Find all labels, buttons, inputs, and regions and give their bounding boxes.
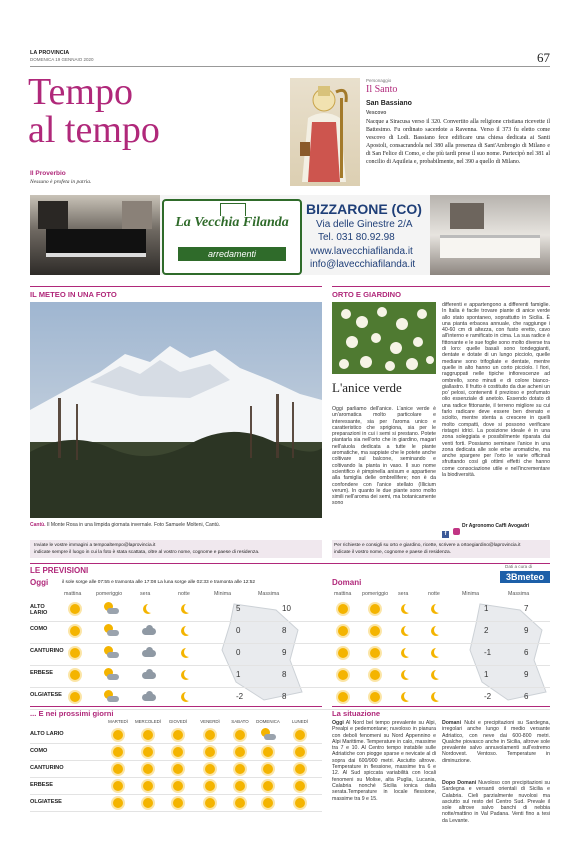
sun-icon — [201, 745, 219, 759]
sun-icon — [139, 796, 157, 810]
sun-icon — [334, 690, 352, 704]
orto-photo — [332, 302, 436, 374]
sun-icon — [70, 626, 80, 636]
city-name: CANTURINO — [30, 648, 64, 654]
sun-icon — [169, 796, 187, 810]
sun-icon — [139, 762, 157, 776]
sun-cloud-icon — [259, 728, 277, 742]
moon-icon — [398, 602, 416, 616]
moon-icon — [434, 647, 444, 657]
day-label: GIOVEDÌ — [168, 719, 188, 724]
domani-min-temp: 1 — [484, 604, 489, 613]
moon-icon — [428, 690, 446, 704]
sun-icon — [263, 781, 273, 791]
moon-icon — [398, 646, 416, 660]
row-divider — [30, 811, 322, 812]
sun-icon — [109, 762, 127, 776]
moon-icon — [404, 691, 414, 701]
oggi-max-temp: 8 — [282, 670, 287, 679]
meteo-photo-caption — [30, 522, 322, 528]
day-label: LUNEDÌ — [291, 719, 309, 724]
meteo-foto-header: IL METEO IN UNA FOTO — [30, 290, 117, 299]
column-header: sera — [398, 591, 409, 597]
sun-icon — [334, 668, 352, 682]
meteo-foto-rule — [30, 286, 322, 287]
sun-icon — [109, 779, 127, 793]
orto-header: ORTO E GIARDINO — [332, 290, 402, 299]
situazione-oggi-label: Oggi — [332, 720, 344, 726]
sun-icon — [334, 646, 352, 660]
sun-icon — [295, 730, 305, 740]
orto-invite-box — [332, 540, 550, 558]
ad-logo-name: La Vecchia Filanda — [175, 215, 289, 230]
situazione-dopodomani — [442, 780, 550, 824]
map-oggi — [216, 600, 308, 704]
city-name: COMO — [30, 626, 48, 632]
moon-icon — [178, 690, 196, 704]
moon-icon — [404, 647, 414, 657]
domani-max-temp: 9 — [524, 626, 529, 635]
prossimi-city-name: ALTO LARIO — [30, 731, 64, 737]
situazione-domani — [442, 720, 550, 764]
sun-icon — [70, 604, 80, 614]
city-name: ALTO LARIO — [30, 604, 48, 617]
sun-icon — [205, 781, 215, 791]
previsioni-rule — [30, 563, 550, 564]
oggi-max-temp: 9 — [282, 648, 287, 657]
sun-icon — [201, 728, 219, 742]
oggi-max-temp: 8 — [282, 626, 287, 635]
sun-icon — [370, 670, 380, 680]
row-divider — [30, 687, 550, 688]
sun-icon — [334, 602, 352, 616]
sun-icon — [113, 798, 123, 808]
situazione-domani-label: Domani — [442, 720, 462, 726]
sun-icon — [291, 728, 309, 742]
row-divider — [30, 777, 322, 778]
instagram-icon[interactable] — [453, 528, 460, 535]
day-label: MARTEDÌ — [108, 719, 128, 724]
sun-icon — [231, 779, 249, 793]
sun-icon — [169, 745, 187, 759]
sun-icon — [295, 781, 305, 791]
column-header: notte — [178, 591, 190, 597]
meteo-photo — [30, 302, 322, 518]
oggi-min-temp: 1 — [236, 670, 241, 679]
map-domani — [466, 600, 548, 704]
sun-icon — [66, 624, 84, 638]
sun-icon — [109, 745, 127, 759]
moon-icon — [434, 691, 444, 701]
moon-icon — [398, 668, 416, 682]
day-label: SABATO — [231, 719, 249, 724]
sun-icon — [169, 728, 187, 742]
sun-icon — [143, 764, 153, 774]
sun-icon — [235, 764, 245, 774]
page-number: 67 — [537, 50, 550, 65]
column-header: Massima — [508, 591, 530, 597]
sun-icon — [169, 779, 187, 793]
sun-icon — [366, 668, 384, 682]
sun-icon — [366, 690, 384, 704]
meteo-logo: 3Bmeteo — [500, 571, 550, 583]
ad-web[interactable]: www.lavecchiafilanda.it — [310, 246, 413, 257]
sun-icon — [109, 728, 127, 742]
orto-rule — [332, 286, 550, 287]
sun-icon — [291, 796, 309, 810]
situazione-rule — [332, 706, 550, 707]
city-name: ERBESE — [30, 670, 54, 676]
domani-max-temp: 9 — [524, 670, 529, 679]
sun-icon — [173, 798, 183, 808]
orto-invite[interactable]: Per richieste e consigli su orto e giardino, ricette, scrivere a ortoegiardino@laprovincia.it — [334, 543, 521, 548]
oggi-sun-info: il sole sorge alle 07:55 e tramonta alle 17:08 La luna sorge alle 02:33 e tramonta alle 12:52 — [62, 580, 256, 585]
sun-icon — [259, 779, 277, 793]
sun-icon — [70, 670, 80, 680]
sun-icon — [143, 798, 153, 808]
sun-icon — [169, 762, 187, 776]
sun-icon — [235, 747, 245, 757]
moon-icon — [404, 625, 414, 635]
sun-icon — [205, 798, 215, 808]
sun-cloud-icon — [102, 646, 120, 660]
oggi-min-temp: 0 — [236, 626, 241, 635]
row-divider — [30, 643, 550, 644]
ad-logo — [162, 199, 302, 275]
day-label: MERCOLEDÌ — [134, 719, 162, 724]
column-header: sera — [140, 591, 151, 597]
sun-icon — [231, 728, 249, 742]
sun-icon — [66, 668, 84, 682]
caption-text: Il Monte Rosa in una limpida giornata invernale. Foto Samuele Molteni, Cantù. — [46, 522, 221, 528]
sun-icon — [113, 730, 123, 740]
moon-icon — [428, 646, 446, 660]
sun-icon — [173, 764, 183, 774]
santo-kicker: Personaggio — [366, 78, 392, 83]
ad-mail[interactable]: info@lavecchiafilanda.it — [310, 259, 416, 270]
moon-icon — [178, 602, 196, 616]
sun-icon — [338, 670, 348, 680]
moon-icon — [146, 603, 156, 613]
prossimi-city-name: COMO — [30, 748, 48, 754]
masthead — [30, 50, 550, 64]
situazione-oggi-text: Al Nord bel tempo prevalente su Alpi, Prealpi e pedemontane; nuvoloso in pianura con deboli fenomeni su Nord Appennino e Alpi Marittime. Temperature in calo, massime tra 7 e 10. Al Centro tempo instabile sulle Adriatiche con piogge sparse e nevicate al di sopra dai 600/900 metri. Asciutto altrove. Temperature in flessione, massime tra 6 e 12. Al Sud spiccata variabilità con locali fenomeni su Molise, alta Puglia, Lucania, Calabria nonché Sicilia ionica dalla serata.Temperature in locale flessione, massime tra 9 e 15. — [332, 720, 436, 802]
domani-label: Domani — [332, 578, 362, 587]
ad-kitchen-photo — [30, 195, 160, 275]
column-header: pomeriggio — [362, 591, 389, 597]
meteo-foto-invite-box — [30, 540, 322, 558]
situazione-oggi — [332, 720, 436, 802]
moon-icon — [184, 691, 194, 701]
saint-image — [290, 78, 360, 186]
column-header: mattina — [334, 591, 352, 597]
sun-icon — [66, 602, 84, 616]
moon-icon — [184, 647, 194, 657]
column-header: pomeriggio — [96, 591, 123, 597]
sun-icon — [113, 781, 123, 791]
moon-icon — [428, 602, 446, 616]
situazione-header: La situazione — [332, 709, 381, 718]
sun-icon — [370, 692, 380, 702]
sun-icon — [295, 747, 305, 757]
moon-icon — [398, 624, 416, 638]
sun-icon — [291, 745, 309, 759]
sun-icon — [139, 745, 157, 759]
moon-icon — [178, 646, 196, 660]
santo-role: Vescovo — [366, 110, 387, 116]
page-title-line2: al tempo — [28, 109, 160, 151]
sun-icon — [263, 798, 273, 808]
paper-name: LA PROVINCIA — [30, 50, 70, 56]
sun-icon — [338, 604, 348, 614]
situazione-domani-text: Nubi e precipitazioni su Sardegna, irregolari anche lungo il medio versante Adriatico, con neve dai 600-800 metri. Qualche piovasco anche in Sicilia, altrove sole prevalente salvo annuvolamenti sull'estremo Nordovest. Ventoso. Temperature in diminuzione. — [442, 720, 551, 764]
oggi-min-temp: -2 — [236, 692, 244, 701]
sun-icon — [366, 602, 384, 616]
moon-icon — [398, 690, 416, 704]
sun-icon — [235, 781, 245, 791]
cloud-icon — [140, 646, 158, 660]
sun-icon — [259, 762, 277, 776]
orto-author: Dr Agronomo Caffi Avogadri — [462, 523, 530, 529]
moon-icon — [140, 602, 158, 616]
sun-icon — [235, 798, 245, 808]
moon-icon — [184, 625, 194, 635]
issue-date: DOMENICA 19 GENNAIO 2020 — [30, 57, 94, 62]
sun-icon — [263, 764, 273, 774]
domani-min-temp: -2 — [484, 692, 492, 701]
day-label: DOMENICA — [256, 719, 280, 724]
sun-icon — [66, 690, 84, 704]
sun-icon — [201, 762, 219, 776]
cloud-icon — [146, 691, 153, 698]
sun-icon — [263, 747, 273, 757]
sun-icon — [338, 648, 348, 658]
moon-icon — [404, 603, 414, 613]
sun-icon — [235, 730, 245, 740]
sun-icon — [70, 692, 80, 702]
ad-phone: Tel. 031 80.92.98 — [318, 232, 395, 243]
column-header: Minima — [462, 591, 480, 597]
sun-icon — [70, 648, 80, 658]
proverbio-text: Nessuno è profeta in patria. — [30, 179, 92, 185]
situazione-dopo-label: Dopo Domani — [442, 780, 477, 786]
prossimi-city-name: ERBESE — [30, 782, 54, 788]
cloud-icon — [107, 674, 119, 680]
sun-icon — [370, 604, 380, 614]
santo-name: San Bassiano — [366, 100, 412, 107]
sun-icon — [366, 624, 384, 638]
day-label: VENERDÌ — [200, 719, 220, 724]
cloud-icon — [140, 668, 158, 682]
sun-icon — [143, 747, 153, 757]
sun-cloud-icon — [102, 602, 120, 616]
row-divider — [30, 760, 322, 761]
meteo-foto-invite2: indicate sempre il luogo in cui la foto è stata scattata, oltre al vostro nome, cognome e paese di residenza. — [34, 550, 260, 555]
sun-icon — [201, 779, 219, 793]
column-header: Minima — [214, 591, 232, 597]
moon-icon — [404, 669, 414, 679]
prossimi-city-name: CANTURINO — [30, 765, 64, 771]
sun-icon — [291, 762, 309, 776]
ad-banner[interactable] — [30, 195, 550, 275]
credit-small: Dati a cura di — [505, 564, 533, 569]
sun-icon — [143, 781, 153, 791]
sun-icon — [338, 626, 348, 636]
domani-max-temp: 6 — [524, 648, 529, 657]
sun-icon — [173, 747, 183, 757]
caption-place: Cantù. — [30, 522, 46, 528]
masthead-rule — [30, 66, 550, 67]
meteo-foto-invite[interactable]: Inviate le vostre immagini a tempoaltempo@laprovincia.it — [34, 543, 156, 548]
cloud-icon — [107, 630, 119, 636]
prossimi-city-name: OLGIATESE — [30, 799, 62, 805]
cloud-icon — [146, 669, 153, 676]
column-header: notte — [428, 591, 440, 597]
orto-col1: Oggi parliamo dell'anice. L'anice verde è un'aromatica molto particolare e interessante, sia per l'aroma unico e caratteristico che sprigiona, sia per le preparazioni in cui i semi si prestano. Potete piantarla sia nell'orto che in giardino, magari nell'aiuola dedicata a tutte le piante aromatiche, ma sappiate che le potete anche coltivare sul balcone, seminando e coltivando la pianta in vaso. Il suo nome scientifico è pimpinella anisum e appartiene alla famiglia delle ombrellifere; non è da confondere con l'anice stellato (Illicium verum). In quanto le due piante sono molto simili nell'aroma dei semi, ma botanicamente sono — [332, 406, 436, 507]
sun-icon — [201, 796, 219, 810]
ad-town: BIZZARONE (CO) — [306, 201, 422, 217]
sun-icon — [113, 747, 123, 757]
sun-icon — [259, 796, 277, 810]
sun-icon — [334, 624, 352, 638]
column-header: Massima — [258, 591, 280, 597]
ad-logo-sub: arredamenti — [178, 247, 286, 261]
cloud-icon — [140, 690, 158, 704]
cloud-icon — [107, 696, 119, 702]
oggi-max-temp: 10 — [282, 604, 291, 613]
moon-icon — [434, 625, 444, 635]
sun-icon — [109, 796, 127, 810]
sun-icon — [113, 764, 123, 774]
oggi-max-temp: 8 — [282, 692, 287, 701]
sun-cloud-icon — [102, 690, 120, 704]
cloud-icon — [146, 647, 153, 654]
santo-text: Nacque a Siracusa verso il 320. Convertito alla religione cristiana ricevette il Battesimo. Fu ordinato sacerdote a Ravenna. Verso il 373 fu eletto come vescovo di Lodi. Bassiano fece edificare una chiesa dedicata ai Santi Apostoli, consacrandola nel 380 alla presenza di Sant'Ambrogio di Milano e di San Felice di Como, e che più tardi prese il suo nome. Partecipò nel 381 al concilio di Aquileia e, probabilmente, nel 390 a quello di Milano. — [366, 119, 550, 165]
sun-icon — [291, 779, 309, 793]
social-icons — [442, 522, 460, 540]
row-divider — [30, 665, 550, 666]
domani-max-temp: 7 — [524, 604, 529, 613]
sun-icon — [173, 781, 183, 791]
domani-max-temp: 6 — [524, 692, 529, 701]
sun-icon — [370, 626, 380, 636]
proverbio-label: Il Proverbio — [30, 170, 66, 177]
sun-icon — [205, 764, 215, 774]
moon-icon — [434, 669, 444, 679]
orto-invite2: indicate il vostro nome, cognome e paese di residenza. — [334, 550, 452, 555]
sun-icon — [366, 646, 384, 660]
sun-icon — [231, 745, 249, 759]
sun-icon — [231, 796, 249, 810]
sun-cloud-icon — [102, 668, 120, 682]
moon-icon — [178, 624, 196, 638]
santo-label: Il Santo — [366, 84, 398, 95]
moon-icon — [434, 603, 444, 613]
sun-cloud-icon — [102, 624, 120, 638]
domani-min-temp: 1 — [484, 670, 489, 679]
moon-icon — [178, 668, 196, 682]
sun-icon — [66, 646, 84, 660]
ad-bedroom-photo — [430, 195, 550, 275]
page-title-line1: Tempo — [28, 71, 133, 113]
domani-min-temp: -1 — [484, 648, 492, 657]
city-name: OLGIATESE — [30, 692, 62, 698]
sun-icon — [205, 747, 215, 757]
row-divider — [30, 743, 322, 744]
oggi-label: Oggi — [30, 578, 49, 587]
oggi-min-temp: 5 — [236, 604, 241, 613]
row-divider — [30, 621, 550, 622]
moon-icon — [184, 669, 194, 679]
sun-icon — [205, 730, 215, 740]
moon-icon — [428, 624, 446, 638]
sun-icon — [338, 692, 348, 702]
row-divider — [30, 794, 322, 795]
column-header: mattina — [64, 591, 82, 597]
situazione-dopo-text: Nuvoloso con precipitazioni su Sardegna e versanti orientali di Sicilia e Calabria. Cieli parzialmente nuvolosi ma asciutto sul resto del Centro Sud. Prevale il sole altrove salvo banchi di nebbia notte/mattino in Val Padana. Venti fino a tesi da Levante. — [442, 780, 551, 824]
prossimi-header: ... E nei prossimi giorni — [30, 709, 114, 718]
cloud-icon — [140, 624, 158, 638]
cloud-icon — [146, 625, 153, 632]
oggi-min-temp: 0 — [236, 648, 241, 657]
facebook-icon[interactable]: f — [442, 531, 449, 538]
sun-icon — [295, 764, 305, 774]
prossimi-rule — [30, 706, 322, 707]
sun-icon — [370, 648, 380, 658]
sun-icon — [259, 745, 277, 759]
orto-title: L'anice verde — [332, 380, 402, 395]
cloud-icon — [107, 608, 119, 614]
sun-icon — [139, 779, 157, 793]
sun-icon — [139, 728, 157, 742]
sun-icon — [173, 730, 183, 740]
moon-icon — [428, 668, 446, 682]
moon-icon — [184, 603, 194, 613]
previsioni-header: LE PREVISIONI — [30, 566, 89, 575]
sun-icon — [295, 798, 305, 808]
orto-col2: differenti e appartengono a differenti famiglie. In Italia è facile trovare piante di anice verde allo stato spontaneo, soprattutto in Sicilia. È una pianta erbacea annuale, che raggiunge i 40-60 cm di altezza, con fusto eretto, cavo all'interno e ramificato in cima. La sua radice è fittonante e le sue foglie sono molto diverse tra di loro: quelle basali sono tondeggianti, dentate e dotate di un lungo picciolo, quelle mediane sono trifogliate e dentate, mentre quelle in alto hanno un corto picciolo. I fiori, raggruppati nelle tipiche infiorescenze ad ombrello, sono minuti e di colore bianco-giallastro. Il frutto è costituito da due acheni un po' pelosi, contenenti il prezioso e profumato olio essenziale di anetolo. Essendo dotato di una radice fittonante, il terreno migliore su cui farlo radicare deve essere ben drenato e sciolto, mentre stenta a crescere in quelli molto compatti, dove si possono verificare ristagni idrici. La posizione ideale è in una zona soleggiata e possibilmente riparata dai venti forti. Possiamo seminare l'anice in una zona dedicata alle sole erbe aromatiche, ma anche spargere per l'orto le varie officinali sfruttando così gli ottimi effetti che hanno come consociazione utile e nell'incrementare la biodiversità. — [442, 302, 550, 479]
ad-logo-building-icon — [220, 203, 246, 216]
cloud-icon — [107, 652, 119, 658]
sun-icon — [143, 730, 153, 740]
sun-icon — [231, 762, 249, 776]
cloud-icon — [264, 734, 276, 740]
ad-street: Via delle Ginestre 2/A — [316, 219, 413, 230]
domani-min-temp: 2 — [484, 626, 489, 635]
